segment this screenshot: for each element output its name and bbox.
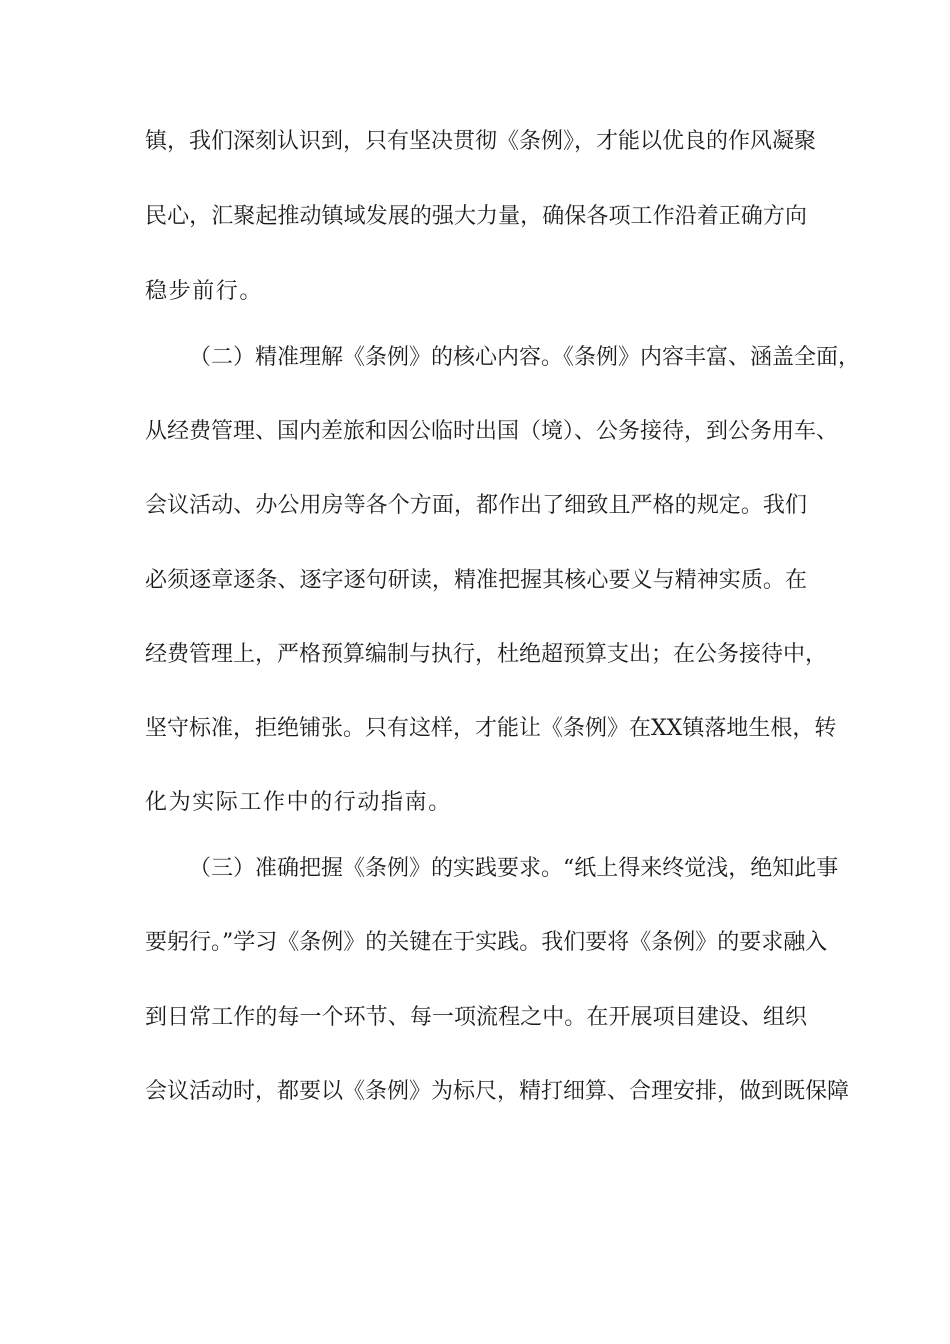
paragraph-line: 要躬行。”学习《条例》的关键在于实践。我们要将《条例》的要求融入 xyxy=(145,930,828,955)
paragraph-line: 必须逐章逐条、逐字逐句研读，精准把握其核心要义与精神实质。在 xyxy=(145,568,807,593)
paragraph-line: （二）精准理解《条例》的核心内容。《条例》内容丰富、涵盖全面， xyxy=(189,345,861,370)
paragraph-line: 到日常工作的每一个环节、每一项流程之中。在开展项目建设、组织 xyxy=(145,1005,807,1030)
paragraph-line: 经费管理上，严格预算编制与执行，杜绝超预算支出；在公务接待中， xyxy=(145,642,828,667)
paragraph-line: 化为实际工作中的行动指南。 xyxy=(145,790,452,815)
paragraph-line: （三）准确把握《条例》的实践要求。“纸上得来终觉浅，绝知此事 xyxy=(189,856,839,881)
paragraph-line: 坚守标准，拒绝铺张。只有这样，才能让《条例》在XX镇落地生根，转 xyxy=(145,716,837,741)
paragraph-line: 稳步前行。 xyxy=(145,279,264,304)
paragraph-line: 镇，我们深刻认识到，只有坚决贯彻《条例》，才能以优良的作风凝聚 xyxy=(145,129,817,154)
paragraph-line: 从经费管理、国内差旅和因公临时出国（境）、公务接待，到公务用车、 xyxy=(145,419,839,444)
paragraph-line: 会议活动、办公用房等各个方面，都作出了细致且严格的规定。我们 xyxy=(145,493,807,518)
paragraph-line: 民心，汇聚起推动镇域发展的强大力量，确保各项工作沿着正确方向 xyxy=(145,204,807,229)
paragraph-line: 会议活动时，都要以《条例》为标尺，精打细算、合理安排，做到既保障 xyxy=(145,1079,850,1104)
